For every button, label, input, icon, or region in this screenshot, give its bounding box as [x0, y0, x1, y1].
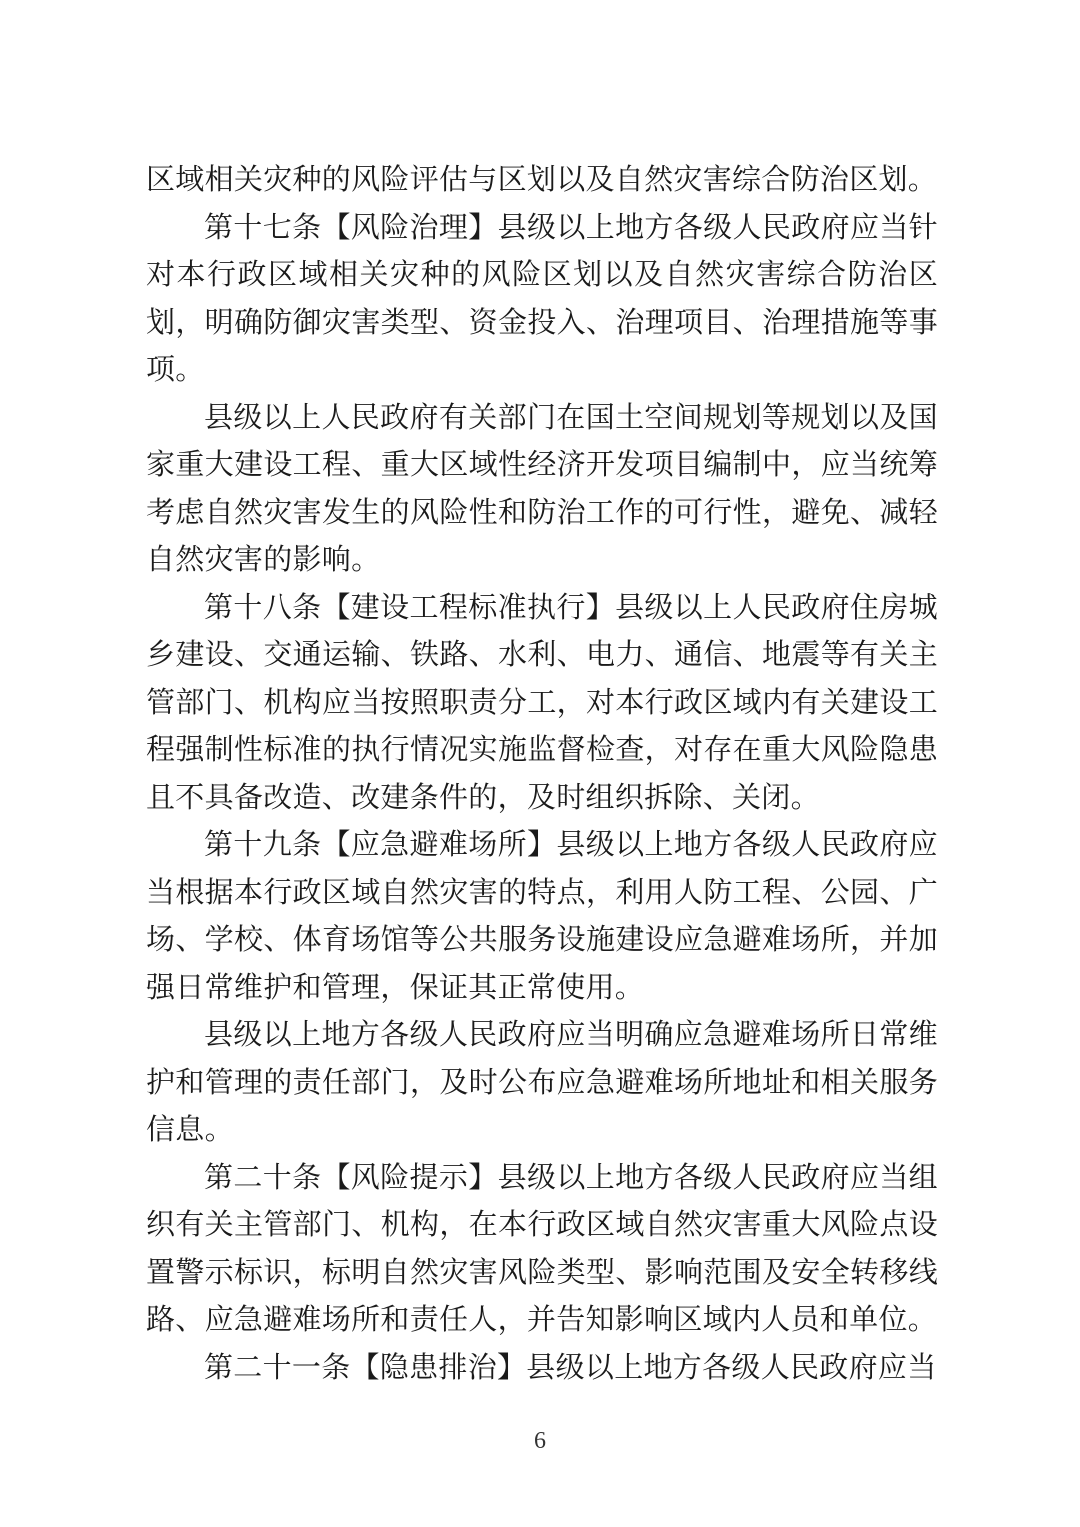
page-number: 6: [534, 1428, 546, 1454]
paragraph-article-17: 第十七条【风险治理】县级以上地方各级人民政府应当针对本行政区域相关灾种的风险区划以及自然灾害综合防治区划，明确防御灾害类型、资金投入、治理项目、治理措施等事项。: [146, 209, 938, 386]
paragraph-article-18: 第十八条【建设工程标准执行】县级以上人民政府住房城乡建设、交通运输、铁路、水利、电力、通信、地震等有关主管部门、机构应当按照职责分工，对本行政区域内有关建设工程强制性标准的执行情况实施监督检查，对存在重大风险隐患且不具备改造、改建条件的，及时组织拆除、关闭。: [146, 589, 938, 814]
paragraph-continuation: 区域相关灾种的风险评估与区划以及自然灾害综合防治区划。: [146, 162, 938, 196]
paragraph-article-17-planning: 县级以上人民政府有关部门在国土空间规划等规划以及国家重大建设工程、重大区域性经济开发项目编制中，应当统筹考虑自然灾害发生的风险性和防治工作的可行性，避免、减轻自然灾害的影响。: [146, 399, 938, 576]
paragraph-article-21: 第二十一条【隐患排治】县级以上地方各级人民政府应当: [204, 1349, 937, 1384]
body-text: [146, 156, 938, 1391]
paragraph-article-19: 第十九条【应急避难场所】县级以上地方各级人民政府应当根据本行政区域自然灾害的特点，利用人防工程、公园、广场、学校、体育场馆等公共服务设施建设应急避难场所，并加强日常维护和管理，保证其正常使用。: [146, 827, 938, 1004]
paragraph-article-20: 第二十条【风险提示】县级以上地方各级人民政府应当组织有关主管部门、机构，在本行政区域自然灾害重大风险点设置警示标识，标明自然灾害风险类型、影响范围及安全转移线路、应急避难场所和责任人，并告知影响区域内人员和单位。: [146, 1159, 938, 1336]
paragraph-article-19-maintenance: 县级以上地方各级人民政府应当明确应急避难场所日常维护和管理的责任部门，及时公布应急避难场所地址和相关服务信息。: [146, 1017, 938, 1146]
